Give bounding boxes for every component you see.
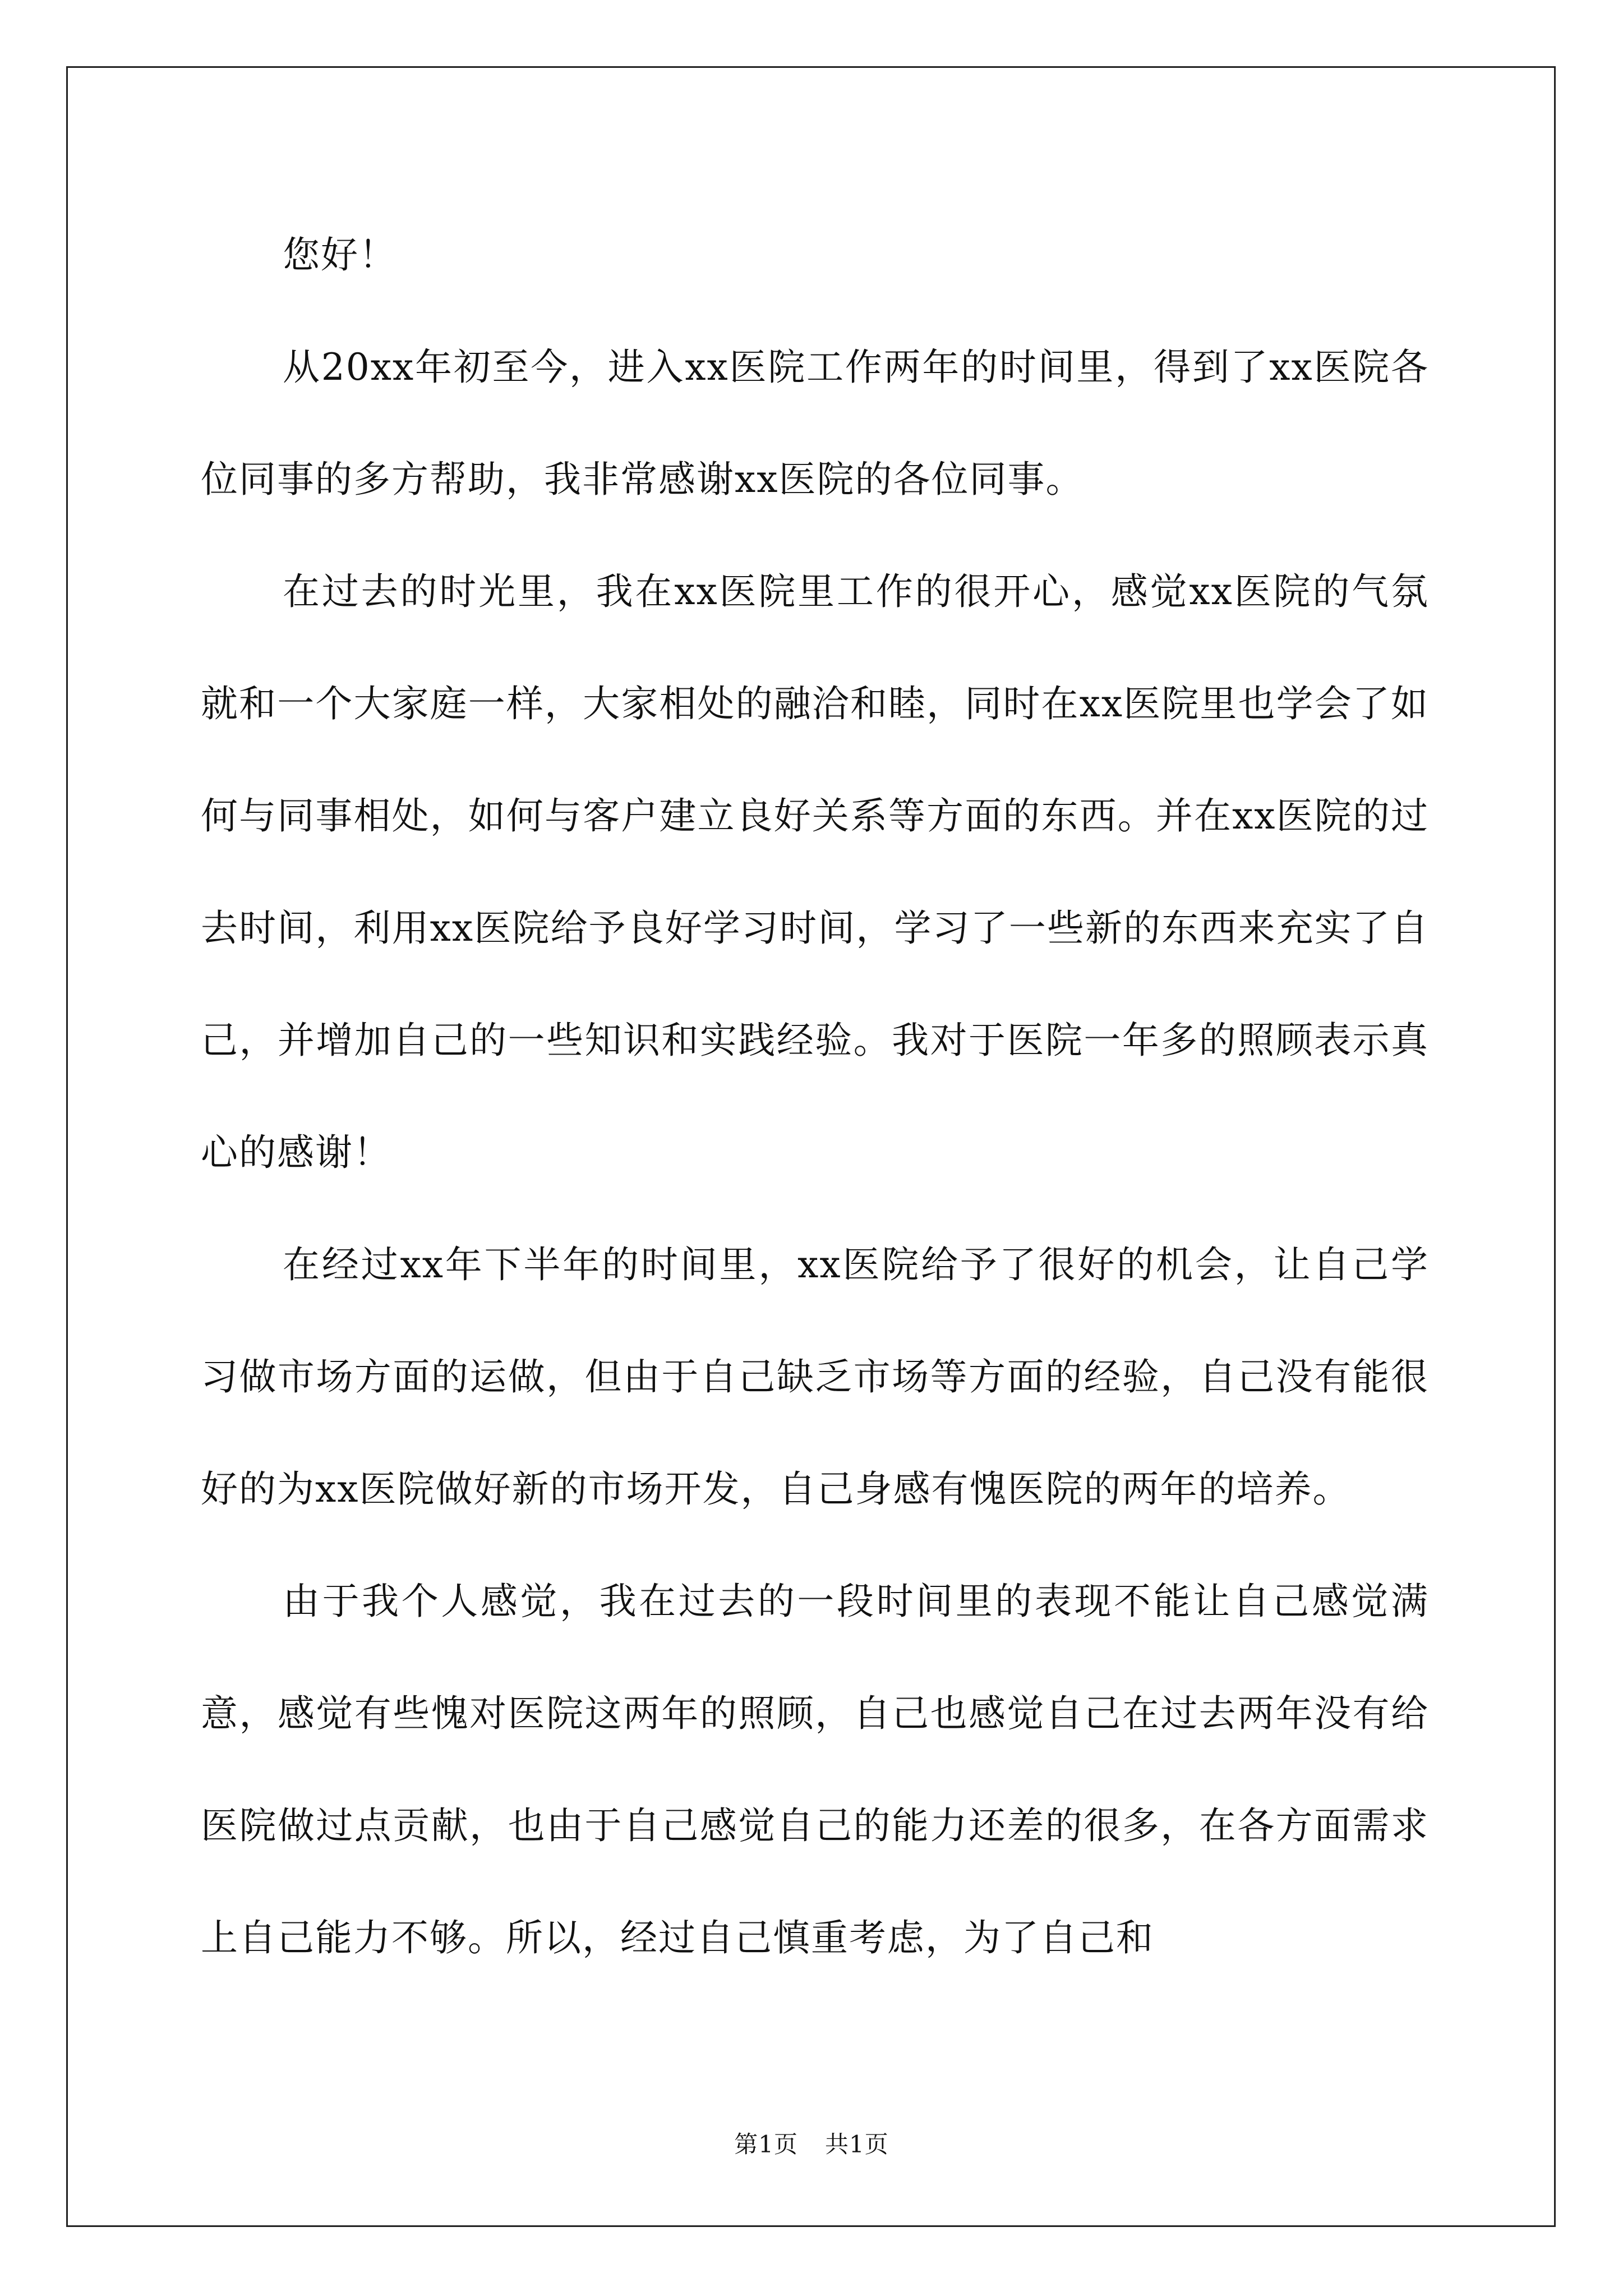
paragraph-3: 在经过xx年下半年的时间里，xx医院给予了很好的机会，让自己学习做市场方面的运做，但由于自己缺乏市场等方面的经验，自己没有能很好的为xx医院做好新的市场开发，自己身感有愧医院的两年的培养。: [201, 1243, 1429, 1511]
paragraph-2: 在过去的时光里，我在xx医院里工作的很开心，感觉xx医院的气氛就和一个大家庭一样，大家相处的融洽和睦，同时在xx医院里也学会了如何与同事相处，如何与客户建立良好关系等方面的东西。并在xx医院的过去时间，利用xx医院给予良好学习时间，学习了一些新的东西来充实了自己，并增加自己的一些知识和实践经验。我对于医院一年多的照顾表示真心的感谢！: [201, 570, 1429, 1174]
page-total: 共1页: [825, 2131, 889, 2158]
greeting-line: 您好！: [283, 233, 397, 277]
letter-body: [201, 199, 1429, 1994]
paragraph-4: 由于我个人感觉，我在过去的一段时间里的表现不能让自己感觉满意，感觉有些愧对医院这两年的照顾，自己也感觉自己在过去两年没有给医院做过点贡献，也由于自己感觉自己的能力还差的很多，在各方面需求上自己能力不够。所以，经过自己慎重考虑，为了自己和: [201, 1580, 1429, 1959]
page-footer: [0, 2126, 1623, 2160]
paragraph-1: 从20xx年初至今，进入xx医院工作两年的时间里，得到了xx医院各位同事的多方帮助，我非常感谢xx医院的各位同事。: [201, 346, 1429, 501]
page-number: 第1页: [734, 2131, 798, 2158]
